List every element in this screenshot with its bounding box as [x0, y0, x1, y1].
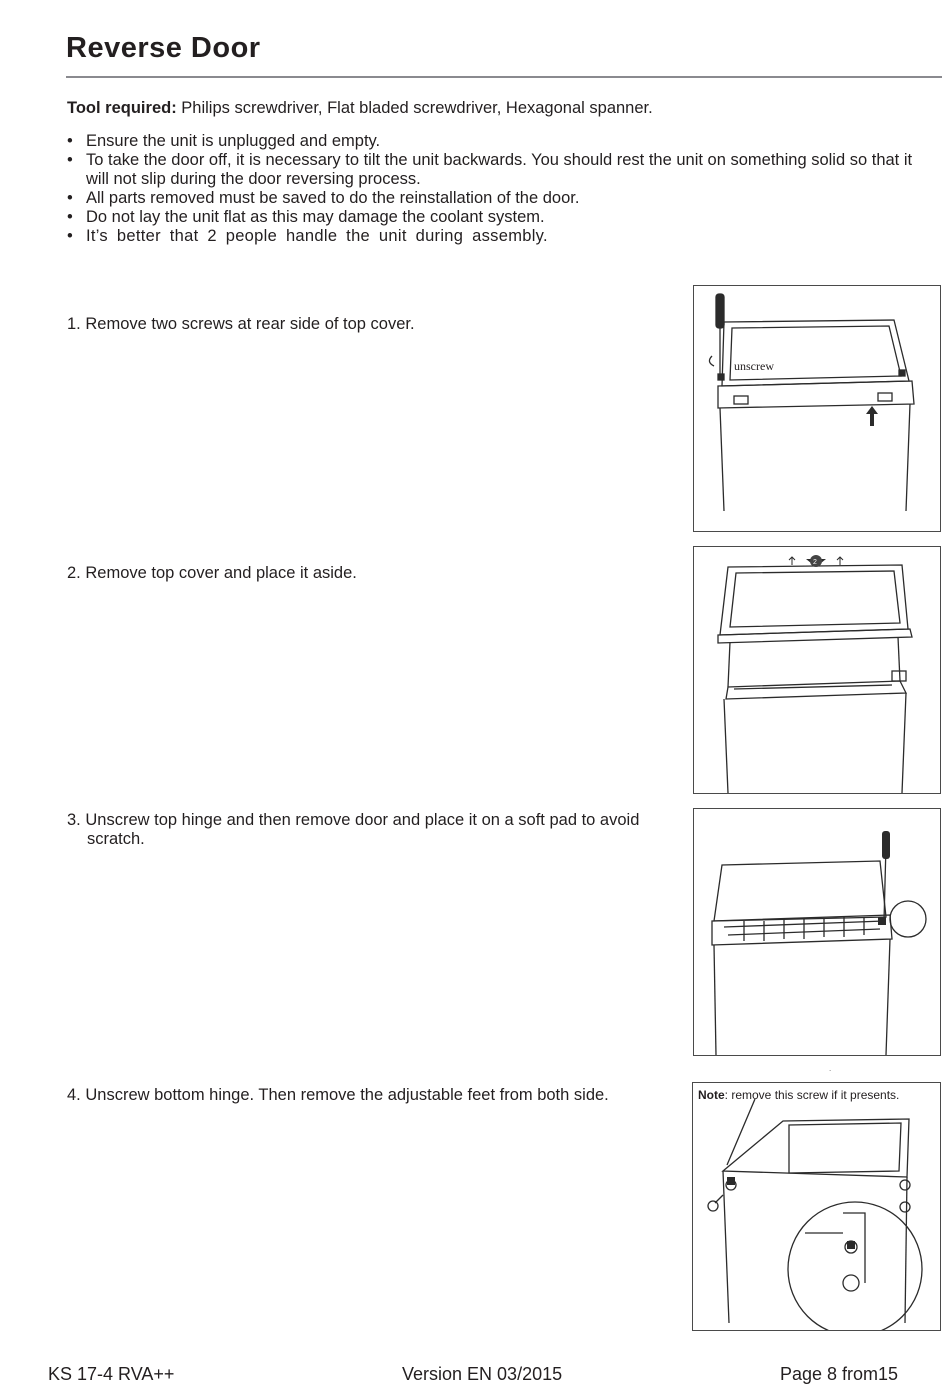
footer-version: Version EN 03/2015: [402, 1364, 563, 1384]
step-number: 2.: [67, 564, 81, 582]
step-3: [67, 811, 687, 849]
bullet-icon: •: [67, 208, 73, 226]
step-4: [67, 1086, 687, 1105]
step-text: Unscrew bottom hinge. Then remove the adjustable feet from both side.: [85, 1086, 609, 1104]
bullet-icon: •: [67, 151, 73, 169]
figure-remove-top-cover: [693, 546, 941, 794]
top-cover-diagram: [694, 547, 940, 793]
bullet-icon: •: [67, 227, 74, 245]
unscrew-label: unscrew: [734, 359, 774, 373]
figure-note: [698, 1088, 899, 1102]
list-item-text: Ensure the unit is unplugged and empty.: [86, 132, 381, 150]
list-item: [67, 227, 937, 246]
fridge-top-diagram: [694, 286, 940, 531]
note-label: Note: [698, 1088, 725, 1102]
step-text: Remove two screws at rear side of top cover.: [85, 315, 415, 333]
list-item: [67, 151, 937, 189]
bullet-icon: •: [67, 189, 73, 207]
top-hinge-diagram: [694, 809, 940, 1055]
list-item-text: It’s better that 2 people handle the unit during assembly.: [86, 227, 548, 245]
step-badge: 2: [813, 559, 817, 566]
list-item-text: All parts removed must be saved to do the reinstallation of the door.: [86, 189, 580, 207]
step-number: 4.: [67, 1086, 81, 1104]
bottom-hinge-diagram: [693, 1083, 940, 1330]
step-text: Remove top cover and place it aside.: [85, 564, 357, 582]
figure-remove-screws: [693, 285, 941, 532]
step-text: Unscrew top hinge and then remove door and place it on a soft pad to avoid scratch.: [85, 811, 640, 848]
title-divider: [66, 76, 942, 78]
step-number: 3.: [67, 811, 81, 829]
step-number: 1.: [67, 315, 81, 333]
step-1: [67, 315, 667, 334]
footer-model: KS 17-4 RVA++: [48, 1364, 175, 1384]
decorative-dot: .: [829, 1064, 832, 1073]
note-text: : remove this screw if it presents.: [724, 1088, 900, 1102]
figure-unscrew-bottom-hinge: [692, 1082, 941, 1331]
figure-unscrew-top-hinge: [693, 808, 941, 1056]
tool-required: [67, 99, 653, 118]
page-title: Reverse Door: [66, 32, 261, 64]
precaution-list: [67, 132, 937, 246]
step-2: [67, 564, 667, 583]
list-item: [67, 208, 937, 227]
footer-page-number: Page 8 from15: [780, 1364, 899, 1384]
list-item: [67, 132, 937, 151]
list-item-text: To take the door off, it is necessary to tilt the unit backwards. You should rest the unit on something solid so that it will not slip during the door reversing process.: [86, 151, 913, 188]
bullet-icon: •: [67, 132, 73, 150]
tool-label: Tool required:: [67, 99, 177, 117]
list-item: [67, 189, 937, 208]
tool-text: Philips screwdriver, Flat bladed screwdriver, Hexagonal spanner.: [181, 99, 653, 117]
list-item-text: Do not lay the unit flat as this may damage the coolant system.: [86, 208, 545, 226]
